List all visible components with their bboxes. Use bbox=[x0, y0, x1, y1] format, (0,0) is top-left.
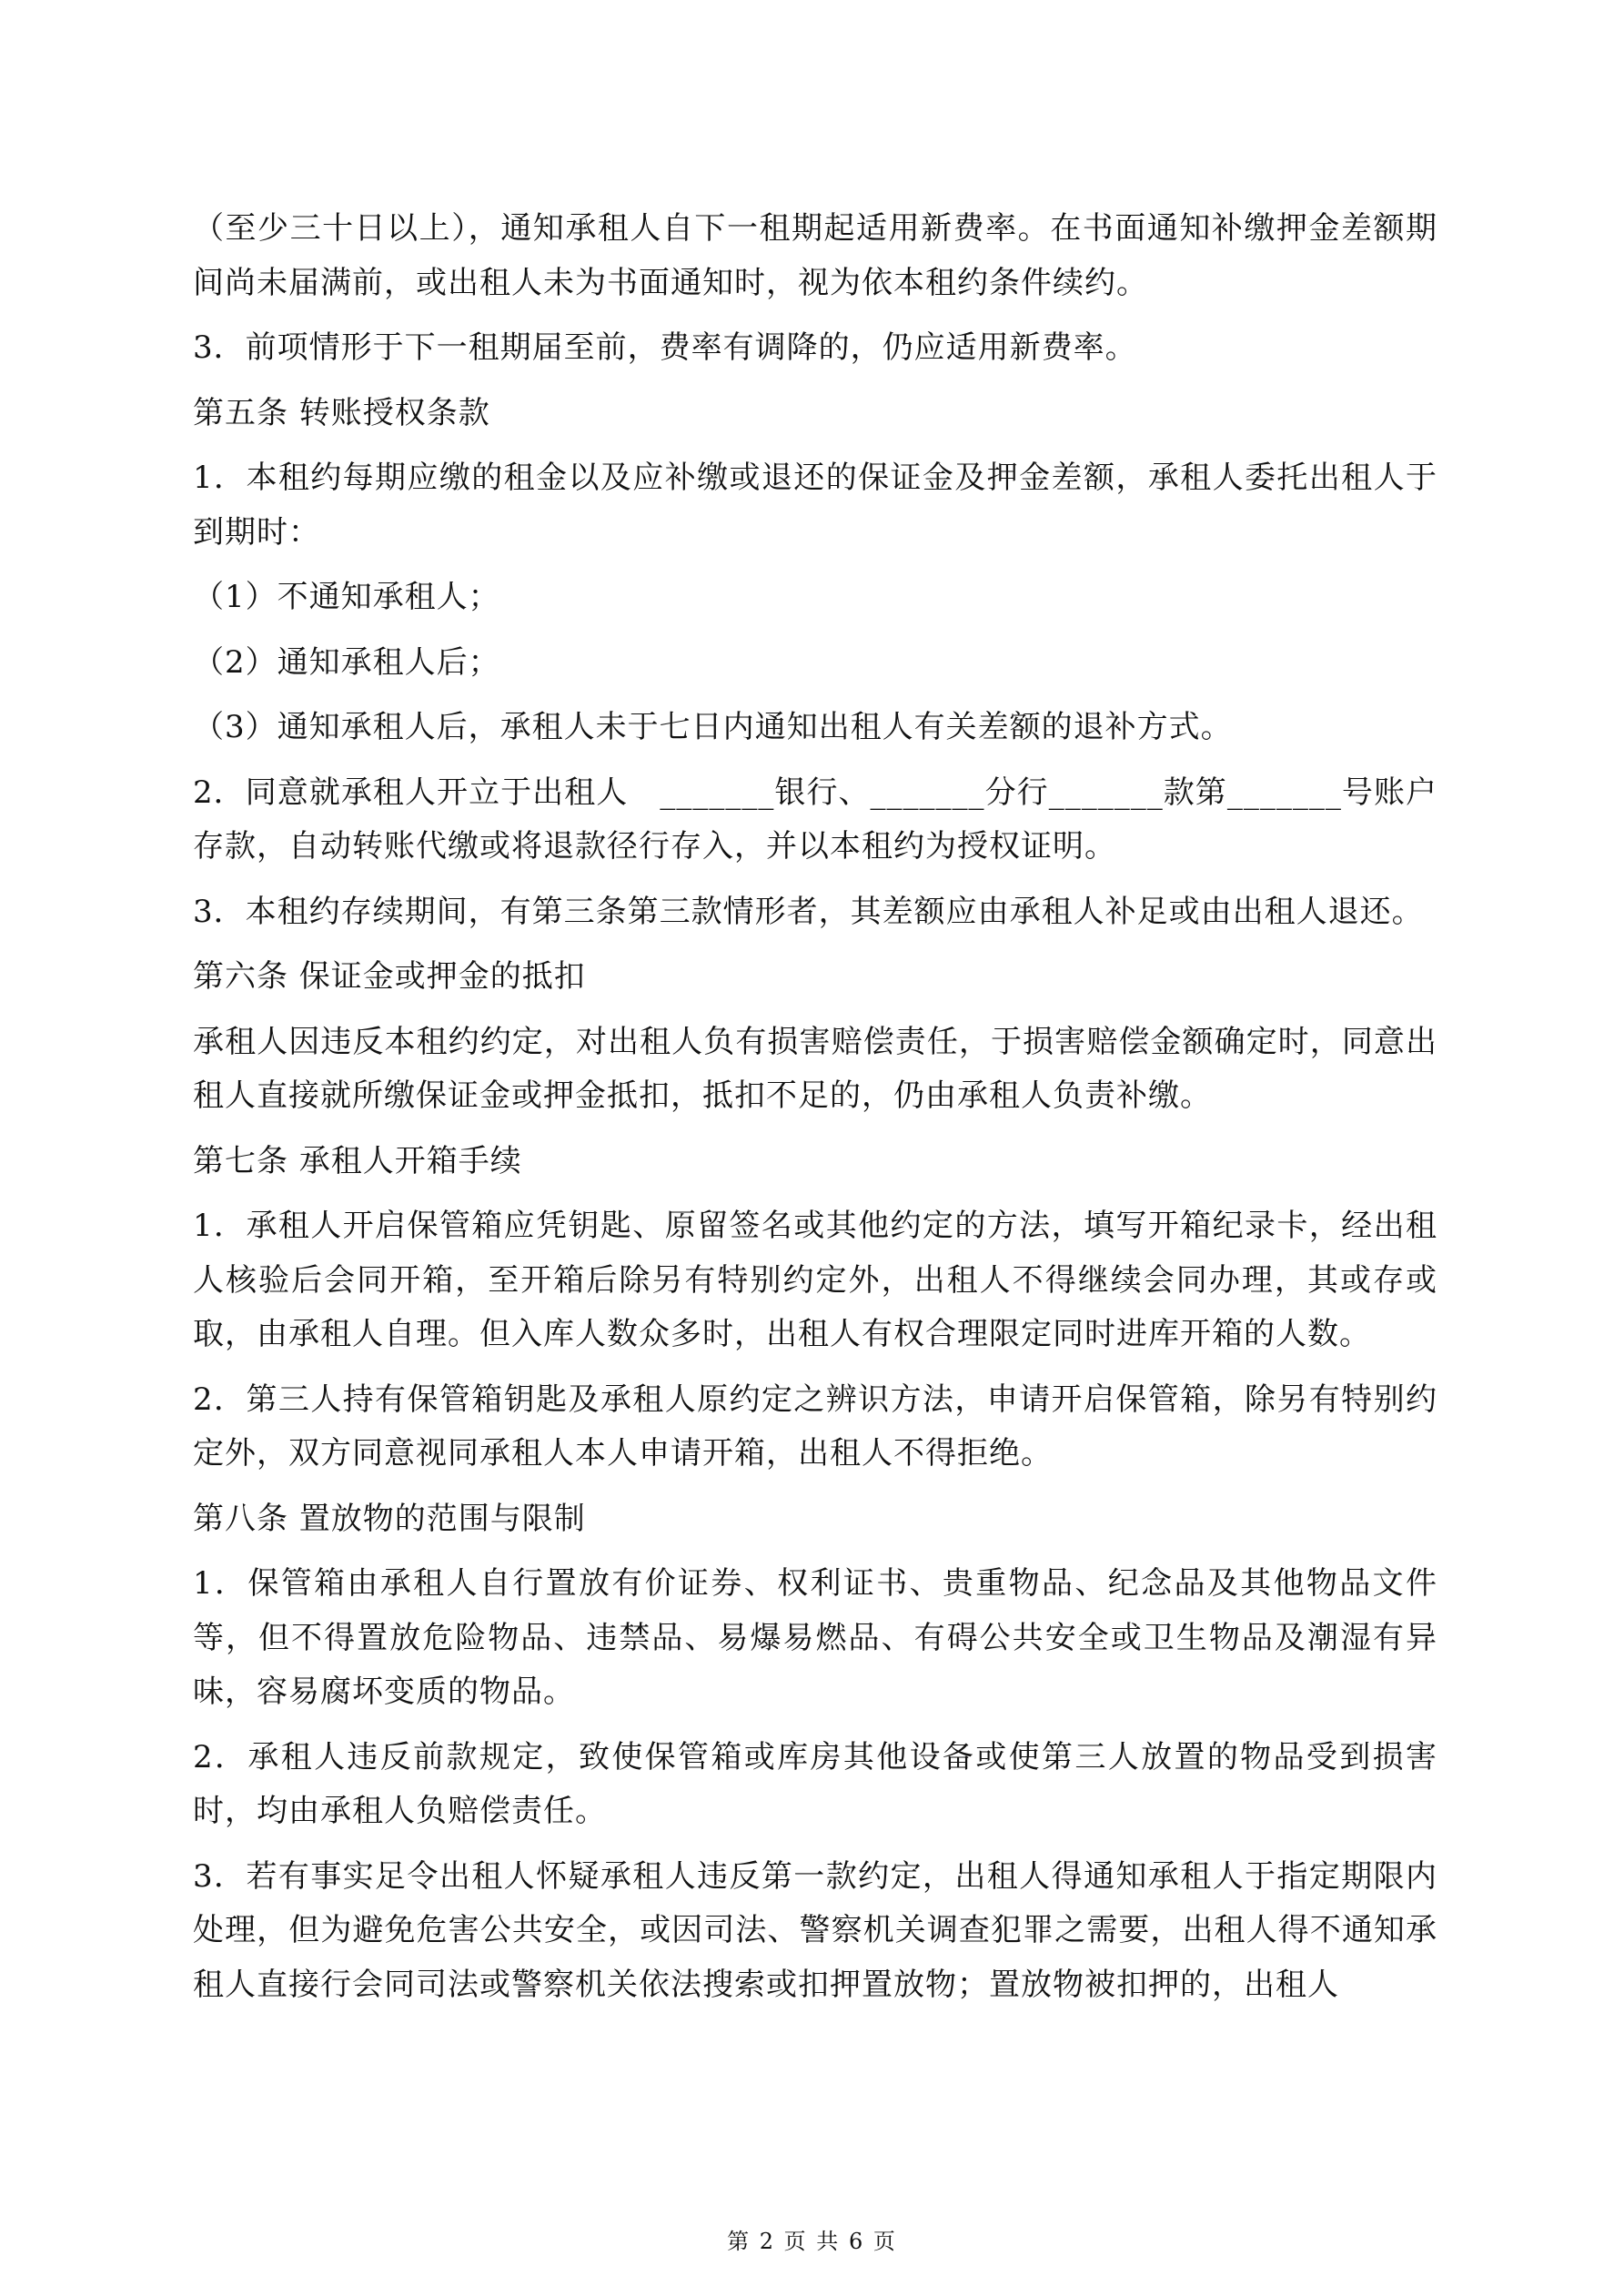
heading-article-8: 第八条 置放物的范围与限制 bbox=[193, 1500, 586, 1537]
document-body bbox=[193, 202, 1437, 2012]
page-number-footer: 第 2 页 共 6 页 bbox=[727, 2229, 897, 2254]
paragraph-clause-5-3: 3．本租约存续期间，有第三条第三款情形者，其差额应由承租人补足或由出租人退还。 bbox=[193, 893, 1424, 930]
paragraph-clause-5-1: 1．本租约每期应缴的租金以及应补缴或退还的保证金及押金差额，承租人委托出租人于到期时： bbox=[193, 460, 1437, 551]
paragraph-clause-7-1: 1．承租人开启保管箱应凭钥匙、原留签名或其他约定的方法，填写开箱纪录卡，经出租人核验后会同开箱，至开箱后除另有特别约定外，出租人不得继续会同办理，其或存或取，由承租人自理。但入库人数众多时，出租人有权合理限定同时进库开箱的人数。 bbox=[193, 1208, 1437, 1352]
heading-article-5: 第五条 转账授权条款 bbox=[193, 394, 490, 431]
paragraph-article-6: 承租人因违反本租约约定，对出租人负有损害赔偿责任，于损害赔偿金额确定时，同意出租人直接就所缴保证金或押金抵扣，抵扣不足的，仍由承租人负责补缴。 bbox=[193, 1023, 1437, 1114]
paragraph-clause-5-2: 2．同意就承租人开立于出租人 _______银行、_______分行_______款第_______号账户存款，自动转账代缴或将退款径行存入，并以本租约为授权证明。 bbox=[193, 774, 1437, 865]
heading-article-7: 第七条 承租人开箱手续 bbox=[193, 1142, 522, 1179]
paragraph-clause-4-3: 3．前项情形于下一租期届至前，费率有调降的，仍应适用新费率。 bbox=[193, 329, 1137, 366]
paragraph-continuation: （至少三十日以上），通知承租人自下一租期起适用新费率。在书面通知补缴押金差额期间尚未届满前，或出租人未为书面通知时，视为依本租约条件续约。 bbox=[193, 210, 1437, 301]
paragraph-clause-8-1: 1．保管箱由承租人自行置放有价证券、权利证书、贵重物品、纪念品及其他物品文件等，但不得置放危险物品、违禁品、易爆易燃品、有碍公共安全或卫生物品及潮湿有异味，容易腐坏变质的物品。 bbox=[193, 1565, 1437, 1710]
paragraph-clause-8-3: 3．若有事实足令出租人怀疑承租人违反第一款约定，出租人得通知承租人于指定期限内处理，但为避免危害公共安全，或因司法、警察机关调查犯罪之需要，出租人得不通知承租人直接行会同司法或警察机关依法搜索或扣押置放物；置放物被扣押的，出租人 bbox=[193, 1857, 1437, 2003]
list-item-5-1-2: （2）通知承租人后； bbox=[193, 643, 500, 681]
list-item-5-1-3: （3）通知承租人后，承租人未于七日内通知出租人有关差额的退补方式。 bbox=[193, 709, 1233, 745]
paragraph-clause-8-2: 2．承租人违反前款规定，致使保管箱或库房其他设备或使第三人放置的物品受到损害时，均由承租人负赔偿责任。 bbox=[193, 1738, 1437, 1829]
paragraph-clause-7-2: 2．第三人持有保管箱钥匙及承租人原约定之辨识方法，申请开启保管箱，除另有特别约定外，双方同意视同承租人本人申请开箱，出租人不得拒绝。 bbox=[193, 1381, 1437, 1472]
list-item-5-1-1: （1）不通知承租人； bbox=[193, 579, 500, 615]
heading-article-6: 第六条 保证金或押金的抵扣 bbox=[193, 958, 586, 995]
